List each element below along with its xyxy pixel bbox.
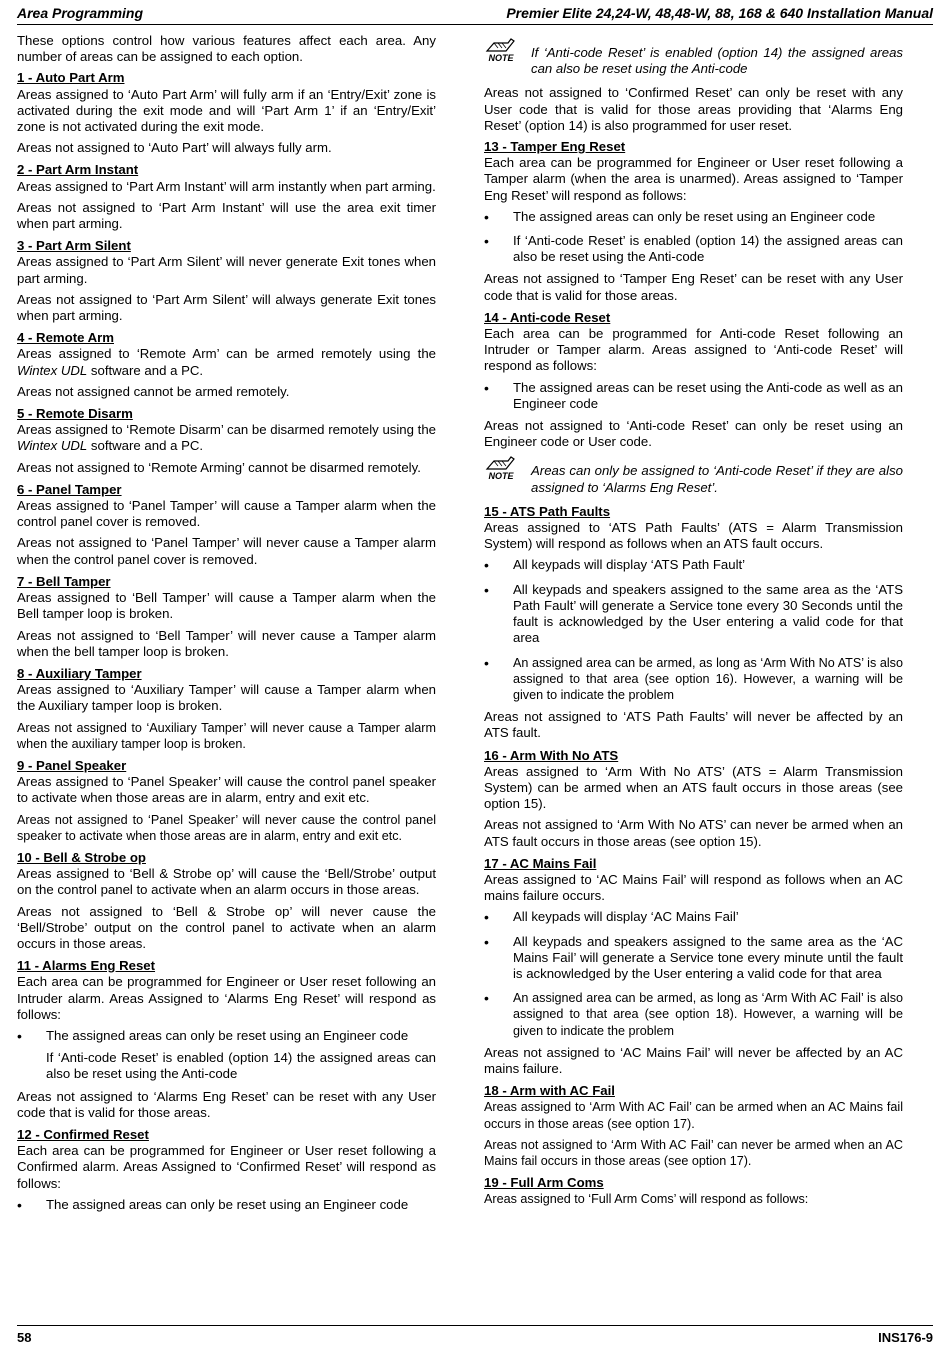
paragraph: Areas not assigned to ‘Bell Tamper’ will never cause a Tamper alarm when the bell tamper loop is broken.: [17, 627, 436, 659]
bullet-icon: •: [484, 208, 489, 225]
paragraph: Areas assigned to ‘Full Arm Coms’ will respond as follows:: [484, 1192, 809, 1207]
list-item-text: All keypads will display ‘AC Mains Fail’: [513, 909, 739, 925]
section-heading: 12 - Confirmed Reset: [17, 1126, 149, 1142]
paragraph: Areas not assigned to ‘Part Arm Silent’ will always generate Exit tones when part arming.: [17, 291, 436, 324]
indented-paragraph: If ‘Anti-code Reset’ is enabled (option 14) the assigned areas can also be reset using the Anti-code: [46, 1050, 436, 1082]
bullet-list: [484, 909, 903, 1038]
note-text: If ‘Anti-code Reset’ is enabled (option 14) the assigned areas can also be reset using the Anti-code: [531, 45, 903, 77]
section-heading: 5 - Remote Disarm: [17, 406, 133, 422]
bullet-list: [17, 1028, 436, 1044]
text-run: software and a PC.: [87, 438, 204, 454]
list-item-text: An assigned area can be armed, as long as ‘Arm With AC Fail’ is also assigned to that area (see option 18). However, a warning will be given to indicate the problem: [513, 991, 903, 1038]
paragraph: Areas assigned to ‘ATS Path Faults’ (ATS = Alarm Transmission System) will respond as follows when an ATS fault occurs.: [484, 520, 903, 552]
section-heading: 17 - AC Mains Fail: [484, 855, 597, 871]
paragraph: Each area can be programmed for Engineer or User reset following an Intruder alarm. Areas Assigned to ‘Alarms Eng Reset’ will respond as follows:: [17, 974, 436, 1022]
page-header: [17, 2, 933, 25]
list-item-text: All keypads will display ‘ATS Path Fault’: [513, 557, 746, 573]
list-item: [484, 233, 903, 265]
paragraph: Areas not assigned to ‘Panel Speaker’ will never cause the control panel speaker to activate when those areas are in alarm, entry and exit etc.: [17, 812, 436, 843]
bullet-icon: •: [484, 990, 489, 1007]
section-heading: 11 - Alarms Eng Reset: [17, 958, 156, 974]
paragraph: Areas assigned to ‘Bell Tamper’ will cause a Tamper alarm when the Bell tamper loop is broken.: [17, 590, 436, 622]
text-run: software and a PC.: [87, 362, 204, 378]
page-number: 58: [17, 1330, 32, 1345]
software-name: Wintex UDL: [17, 438, 88, 454]
paragraph: Areas assigned to ‘Arm With AC Fail’ can be armed when an AC Mains fail occurs in those areas (see option 17).: [484, 1100, 903, 1131]
paragraph: Areas not assigned to ‘Arm With No ATS’ can never be armed when an ATS fault occurs in those areas (see option 15).: [484, 817, 903, 849]
section-heading: 2 - Part Arm Instant: [17, 162, 139, 178]
list-item: [484, 990, 903, 1039]
list-item: [484, 934, 903, 983]
list-item-text: The assigned areas can only be reset using an Engineer code: [513, 208, 876, 224]
paragraph: Areas assigned to ‘Panel Speaker’ will cause the control panel speaker to activate when those areas are in alarm, entry and exit etc.: [17, 774, 436, 806]
list-item-text: The assigned areas can only be reset using an Engineer code: [46, 1196, 409, 1212]
note-icon: [484, 37, 518, 63]
section-heading: 14 - Anti-code Reset: [484, 309, 611, 325]
bullet-list: [17, 1197, 436, 1213]
list-item: [484, 209, 903, 225]
option-5-remote-disarm: [17, 406, 436, 476]
list-item: [17, 1197, 436, 1213]
document-code: INS176-9: [878, 1330, 933, 1345]
list-item: [484, 380, 903, 412]
bullet-list: [484, 209, 903, 266]
note-callout: [484, 45, 903, 77]
paragraph: Areas assigned to ‘Part Arm Instant’ will arm instantly when part arming.: [17, 178, 436, 194]
paragraph: [17, 422, 436, 454]
list-item-text: All keypads and speakers assigned to the same area as the ‘AC Mains Fail’ will generate a Service tone every minute until the fault is acknowledged by the User entering a valid code for that area: [513, 933, 903, 981]
option-2-part-arm-instant: [17, 162, 436, 232]
section-heading: 15 - ATS Path Faults: [484, 503, 611, 519]
bullet-icon: •: [484, 933, 489, 950]
list-item: [17, 1028, 436, 1044]
paragraph: Areas not assigned to ‘AC Mains Fail’ will never be affected by an AC mains failure.: [484, 1044, 903, 1076]
bullet-icon: •: [17, 1196, 22, 1213]
bullet-icon: •: [484, 909, 489, 926]
paragraph: Areas not assigned to ‘ATS Path Faults’ will never be affected by an ATS fault.: [484, 709, 903, 741]
paragraph: Areas assigned to ‘Part Arm Silent’ will never generate Exit tones when part arming.: [17, 254, 436, 286]
option-17-ac-mains-fail: [484, 856, 903, 1077]
section-heading: 16 - Arm With No ATS: [484, 747, 619, 763]
section-heading: 3 - Part Arm Silent: [17, 238, 131, 254]
option-13-tamper-eng-reset: [484, 139, 903, 304]
bullet-icon: •: [484, 581, 489, 598]
list-item: [484, 582, 903, 647]
section-heading: 18 - Arm with AC Fail: [484, 1083, 615, 1099]
left-column: [17, 33, 436, 1219]
section-heading: 7 - Bell Tamper: [17, 573, 111, 589]
section-heading: 4 - Remote Arm: [17, 330, 114, 346]
option-1-auto-part-arm: [17, 70, 436, 156]
paragraph: Areas not assigned to ‘Arm With AC Fail’ can never be armed when an AC Mains fail occurs in those areas (see option 17).: [484, 1137, 903, 1168]
list-item: [484, 557, 903, 573]
bullet-icon: •: [484, 557, 489, 574]
header-section-title: Area Programming: [17, 5, 144, 21]
option-3-part-arm-silent: [17, 238, 436, 324]
section-heading: 19 - Full Arm Coms: [484, 1175, 604, 1191]
list-item-text: The assigned areas can only be reset using an Engineer code: [46, 1027, 409, 1043]
section-heading: 6 - Panel Tamper: [17, 481, 122, 497]
option-12-confirmed-reset: [17, 1127, 436, 1213]
bullet-icon: •: [17, 1027, 22, 1044]
option-15-ats-path-faults: [484, 504, 903, 742]
option-9-panel-speaker: [17, 758, 436, 844]
paragraph: Areas assigned to ‘Auxiliary Tamper’ will cause a Tamper alarm when the Auxiliary tamper loop is broken.: [17, 682, 436, 714]
text-run: Areas assigned to ‘Remote Disarm’ can be disarmed remotely using the: [17, 422, 436, 438]
section-heading: 1 - Auto Part Arm: [17, 70, 125, 86]
note-text: Areas can only be assigned to ‘Anti-code Reset’ if they are also assigned to ‘Alarms Eng Reset’.: [531, 463, 903, 495]
paragraph: Areas not assigned to ‘Alarms Eng Reset’ can be reset with any User code that is valid for those areas.: [17, 1088, 436, 1120]
option-16-arm-with-no-ats: [484, 748, 903, 850]
option-18-arm-with-ac-fail: [484, 1083, 903, 1169]
list-item: [484, 909, 903, 925]
paragraph: Areas assigned to ‘Bell & Strobe op’ will cause the ‘Bell/Strobe’ output on the control panel to activate when an alarm occurs in those areas.: [17, 866, 436, 898]
option-6-panel-tamper: [17, 482, 436, 568]
option-8-auxiliary-tamper: [17, 666, 436, 752]
list-item-text: The assigned areas can be reset using the Anti-code as well as an Engineer code: [513, 379, 903, 411]
bullet-icon: •: [484, 379, 489, 396]
paragraph: Areas assigned to ‘Arm With No ATS’ (ATS = Alarm Transmission System) can be armed when an ATS fault occurs in those areas (see option 15).: [484, 763, 903, 812]
option-4-remote-arm: [17, 330, 436, 400]
paragraph: Each area can be programmed for Engineer or User reset following a Confirmed alarm. Areas Assigned to ‘Confirmed Reset’ will respond as follows:: [17, 1143, 436, 1191]
paragraph: Each area can be programmed for Engineer or User reset following a Tamper alarm (when the area is unarmed). Areas assigned to ‘Tamper Eng Reset’ will respond as follows:: [484, 155, 903, 203]
section-heading: 10 - Bell & Strobe op: [17, 849, 146, 865]
svg-text:NOTE: NOTE: [488, 471, 514, 482]
section-heading: 8 - Auxiliary Tamper: [17, 665, 142, 681]
paragraph: Areas not assigned to ‘Bell & Strobe op’ will never cause the ‘Bell/Strobe’ output on the control panel to activate when an alarm occurs in those areas.: [17, 903, 436, 951]
list-item-text: If ‘Anti-code Reset’ is enabled (option 14) the assigned areas can also be reset using the Anti-code: [513, 233, 903, 265]
paragraph: Areas not assigned to ‘Auto Part’ will always fully arm.: [17, 140, 332, 156]
intro-paragraph: These options control how various features affect each area. Any number of areas can be assigned to each option.: [17, 33, 436, 65]
paragraph: Areas not assigned to ‘Part Arm Instant’ will use the area exit timer when part arming.: [17, 199, 436, 232]
svg-text:NOTE: NOTE: [488, 53, 514, 63]
note-icon: [484, 455, 518, 481]
text-run: Areas assigned to ‘Remote Arm’ can be armed remotely using the: [17, 346, 436, 362]
list-item-text: All keypads and speakers assigned to the same area as the ‘ATS Path Fault’ will generate a Service tone every 30 Seconds until the fault is acknowledged by the User entering a valid code for that area: [513, 581, 903, 646]
paragraph: Areas not assigned to ‘Tamper Eng Reset’ can be reset with any User code that is valid for those areas.: [484, 271, 903, 303]
option-19-full-arm-coms: [484, 1175, 903, 1207]
paragraph: Areas assigned to ‘Auto Part Arm’ will fully arm if an ‘Entry/Exit’ zone is activated during the exit mode and will ‘Part Arm 1’ if an ‘Entry/Exit’ zone is not activated during the exit mode.: [17, 86, 436, 135]
list-item: [484, 655, 903, 704]
paragraph: Areas not assigned to ‘Anti-code Reset’ can only be reset using an Engineer code or User code.: [484, 418, 903, 450]
bullet-list: [484, 557, 903, 703]
note-callout: [484, 463, 903, 495]
paragraph: Areas not assigned to ‘Confirmed Reset’ can only be reset with any User code that is valid for those areas providing that ‘Alarms Eng Reset’ (option 14) is also programmed for user reset.: [484, 85, 903, 133]
list-item-text: An assigned area can be armed, as long as ‘Arm With No ATS’ is also assigned to that area (see option 16). However, a warning will be given to indicate the problem: [513, 655, 903, 702]
option-10-bell-strobe-op: [17, 850, 436, 952]
page-footer: [17, 1325, 933, 1350]
bullet-icon: •: [484, 654, 489, 671]
paragraph: Areas assigned to ‘Panel Tamper’ will cause a Tamper alarm when the control panel cover is removed.: [17, 498, 436, 530]
software-name: Wintex UDL: [17, 362, 88, 378]
paragraph: Areas not assigned to ‘Auxiliary Tamper’ will never cause a Tamper alarm when the auxiliary tamper loop is broken.: [17, 720, 436, 751]
paragraph: Each area can be programmed for Anti-code Reset following an Intruder or Tamper alarm. Areas assigned to ‘Anti-code Reset’ will respond as follows:: [484, 326, 903, 374]
paragraph: [17, 346, 436, 378]
section-heading: 9 - Panel Speaker: [17, 757, 127, 773]
paragraph: Areas assigned to ‘AC Mains Fail’ will respond as follows when an AC mains failure occurs.: [484, 871, 903, 904]
bullet-icon: •: [484, 233, 489, 250]
right-column: [484, 45, 903, 1214]
paragraph: Areas not assigned to ‘Remote Arming’ cannot be disarmed remotely.: [17, 459, 421, 475]
header-manual-title: Premier Elite 24,24-W, 48,48-W, 88, 168 & 640 Installation Manual: [506, 5, 933, 21]
bullet-list: [484, 380, 903, 412]
option-11-alarms-eng-reset: [17, 958, 436, 1121]
spacer: [484, 455, 903, 463]
paragraph: Areas not assigned cannot be armed remotely.: [17, 383, 290, 399]
section-heading: 13 - Tamper Eng Reset: [484, 139, 626, 155]
option-7-bell-tamper: [17, 574, 436, 660]
paragraph: Areas not assigned to ‘Panel Tamper’ will never cause a Tamper alarm when the control panel cover is removed.: [17, 535, 436, 567]
option-14-anti-code-reset: [484, 310, 903, 496]
